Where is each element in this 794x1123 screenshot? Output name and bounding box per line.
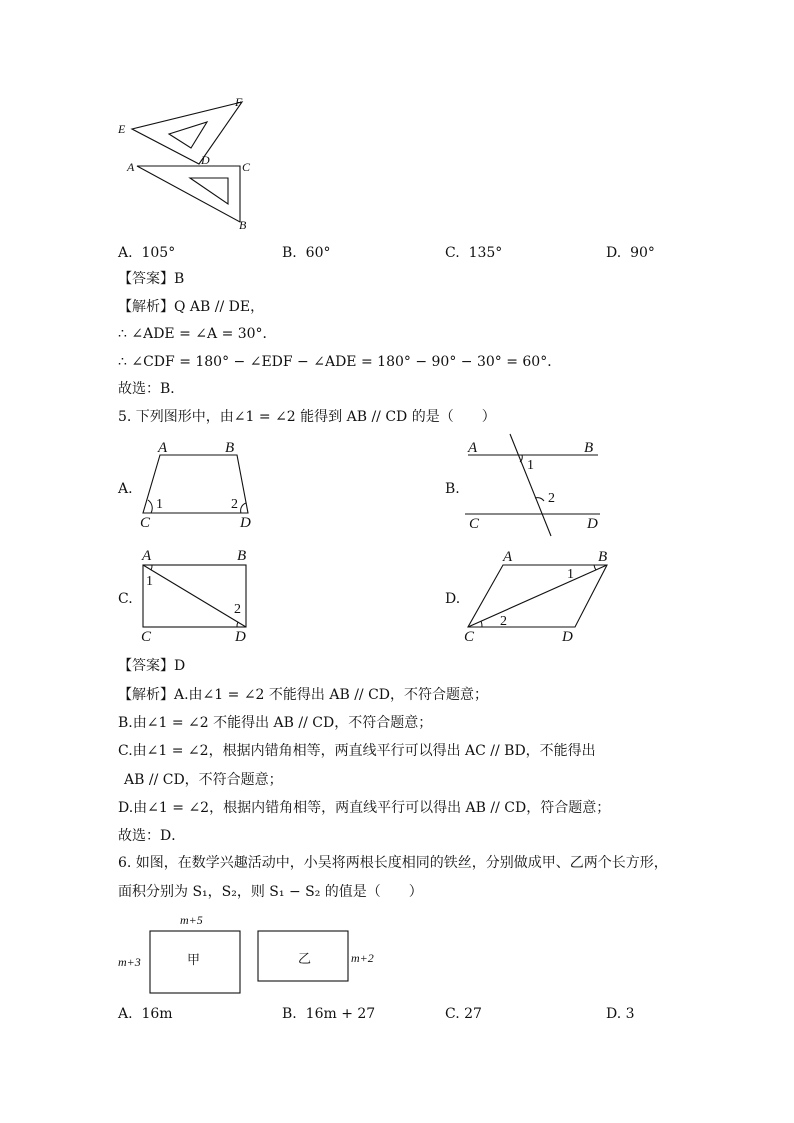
label-e: E	[118, 122, 126, 136]
angle-2: 2	[234, 602, 241, 617]
label-a: A	[468, 440, 478, 456]
q5-analysis-2: B.由∠1 = ∠2 不能得出 AB // CD，不符合题意；	[118, 715, 433, 731]
label-d: D	[562, 629, 573, 645]
label-side-yi: m+2	[351, 951, 374, 965]
q5-figure-a	[135, 438, 265, 530]
label-d: D	[587, 516, 598, 532]
q5-analysis-6: 故选：D．	[118, 828, 186, 844]
angle-1: 1	[146, 574, 153, 589]
angle-1: 1	[527, 458, 534, 473]
angle-2: 2	[548, 491, 555, 506]
q4-option-d: D. 90°	[606, 245, 655, 261]
q6-stem-1: 6. 如图，在数学兴趣活动中，小吴将两根长度相同的铁丝，分别做成甲、乙两个长方形，	[118, 855, 668, 871]
q4-figure	[115, 92, 275, 234]
label-d: D	[235, 629, 246, 645]
label-a: A	[158, 440, 168, 456]
triangle-acb	[137, 166, 240, 222]
label-c: C	[242, 160, 251, 174]
label-jia: 甲	[187, 953, 201, 968]
label-b: B	[237, 548, 247, 564]
triangle-def-inner	[169, 122, 207, 148]
q5-analysis-1: 【解析】A.由∠1 = ∠2 不能得出 AB // CD，不符合题意；	[118, 687, 489, 703]
q6-option-c: C. 27	[445, 1006, 482, 1022]
label-a: A	[142, 548, 152, 564]
label-d: D	[201, 153, 210, 167]
q6-option-b: B. 16m + 27	[282, 1006, 376, 1022]
q5-figure-d	[460, 545, 620, 645]
q6-figure	[115, 910, 385, 1000]
q4-analysis-4: 故选：B．	[118, 381, 185, 397]
q5-option-b-letter: B.	[445, 481, 460, 497]
q6-option-d: D. 3	[606, 1006, 635, 1022]
label-b: B	[598, 549, 608, 565]
angle-2: 2	[500, 614, 507, 629]
q5-option-c-letter: C.	[118, 591, 133, 607]
label-f: F	[235, 95, 243, 109]
q4-option-c: C. 135°	[445, 245, 503, 261]
angle-1: 1	[567, 567, 574, 582]
q5-option-a-letter: A.	[118, 481, 133, 497]
q4-option-b: B. 60°	[282, 245, 331, 261]
q6-stem-2: 面积分别为 S₁，S₂，则 S₁ − S₂ 的值是（ ）	[118, 884, 423, 900]
label-a: A	[503, 549, 513, 565]
label-top: m+5	[180, 913, 203, 927]
q4-analysis-3: ∴ ∠CDF = 180° − ∠EDF − ∠ADE = 180° − 90° − 30° = 60°．	[118, 354, 562, 370]
label-b: B	[239, 218, 247, 232]
q4-analysis-1: 【解析】Q AB // DE，	[118, 299, 265, 315]
triangle-def	[132, 102, 242, 164]
label-c: C	[140, 515, 151, 530]
q6-option-a: A. 16m	[118, 1006, 173, 1022]
triangle-acb-inner	[190, 178, 228, 204]
angle-1: 1	[156, 497, 163, 512]
q5-option-d-letter: D.	[445, 591, 461, 607]
label-yi: 乙	[298, 952, 312, 967]
q5-analysis-4: AB // CD，不符合题意；	[124, 772, 283, 788]
q5-analysis-3: C.由∠1 = ∠2，根据内错角相等，两直线平行可以得出 AC // BD，不能得出	[118, 743, 596, 759]
q5-answer: 【答案】D	[118, 658, 186, 674]
label-c: C	[464, 629, 475, 645]
q5-analysis-5: D.由∠1 = ∠2，根据内错角相等，两直线平行可以得出 AB // CD，符合题意；	[118, 800, 611, 816]
q5-stem: 5. 下列图形中，由∠1 = ∠2 能得到 AB // CD 的是（ ）	[118, 409, 496, 425]
q5-figure-b	[460, 432, 610, 538]
label-a: A	[127, 160, 135, 174]
label-d: D	[240, 515, 251, 530]
label-c: C	[469, 516, 480, 532]
label-b: B	[225, 440, 235, 456]
angle-2: 2	[231, 497, 238, 512]
label-side-jia: m+3	[118, 955, 141, 969]
q5-figure-c	[136, 545, 256, 645]
q4-answer: 【答案】B	[118, 271, 185, 287]
label-c: C	[141, 629, 152, 645]
q4-analysis-2: ∴ ∠ADE = ∠A = 30°．	[118, 326, 277, 342]
q4-option-a: A. 105°	[118, 245, 176, 261]
label-b: B	[584, 440, 594, 456]
